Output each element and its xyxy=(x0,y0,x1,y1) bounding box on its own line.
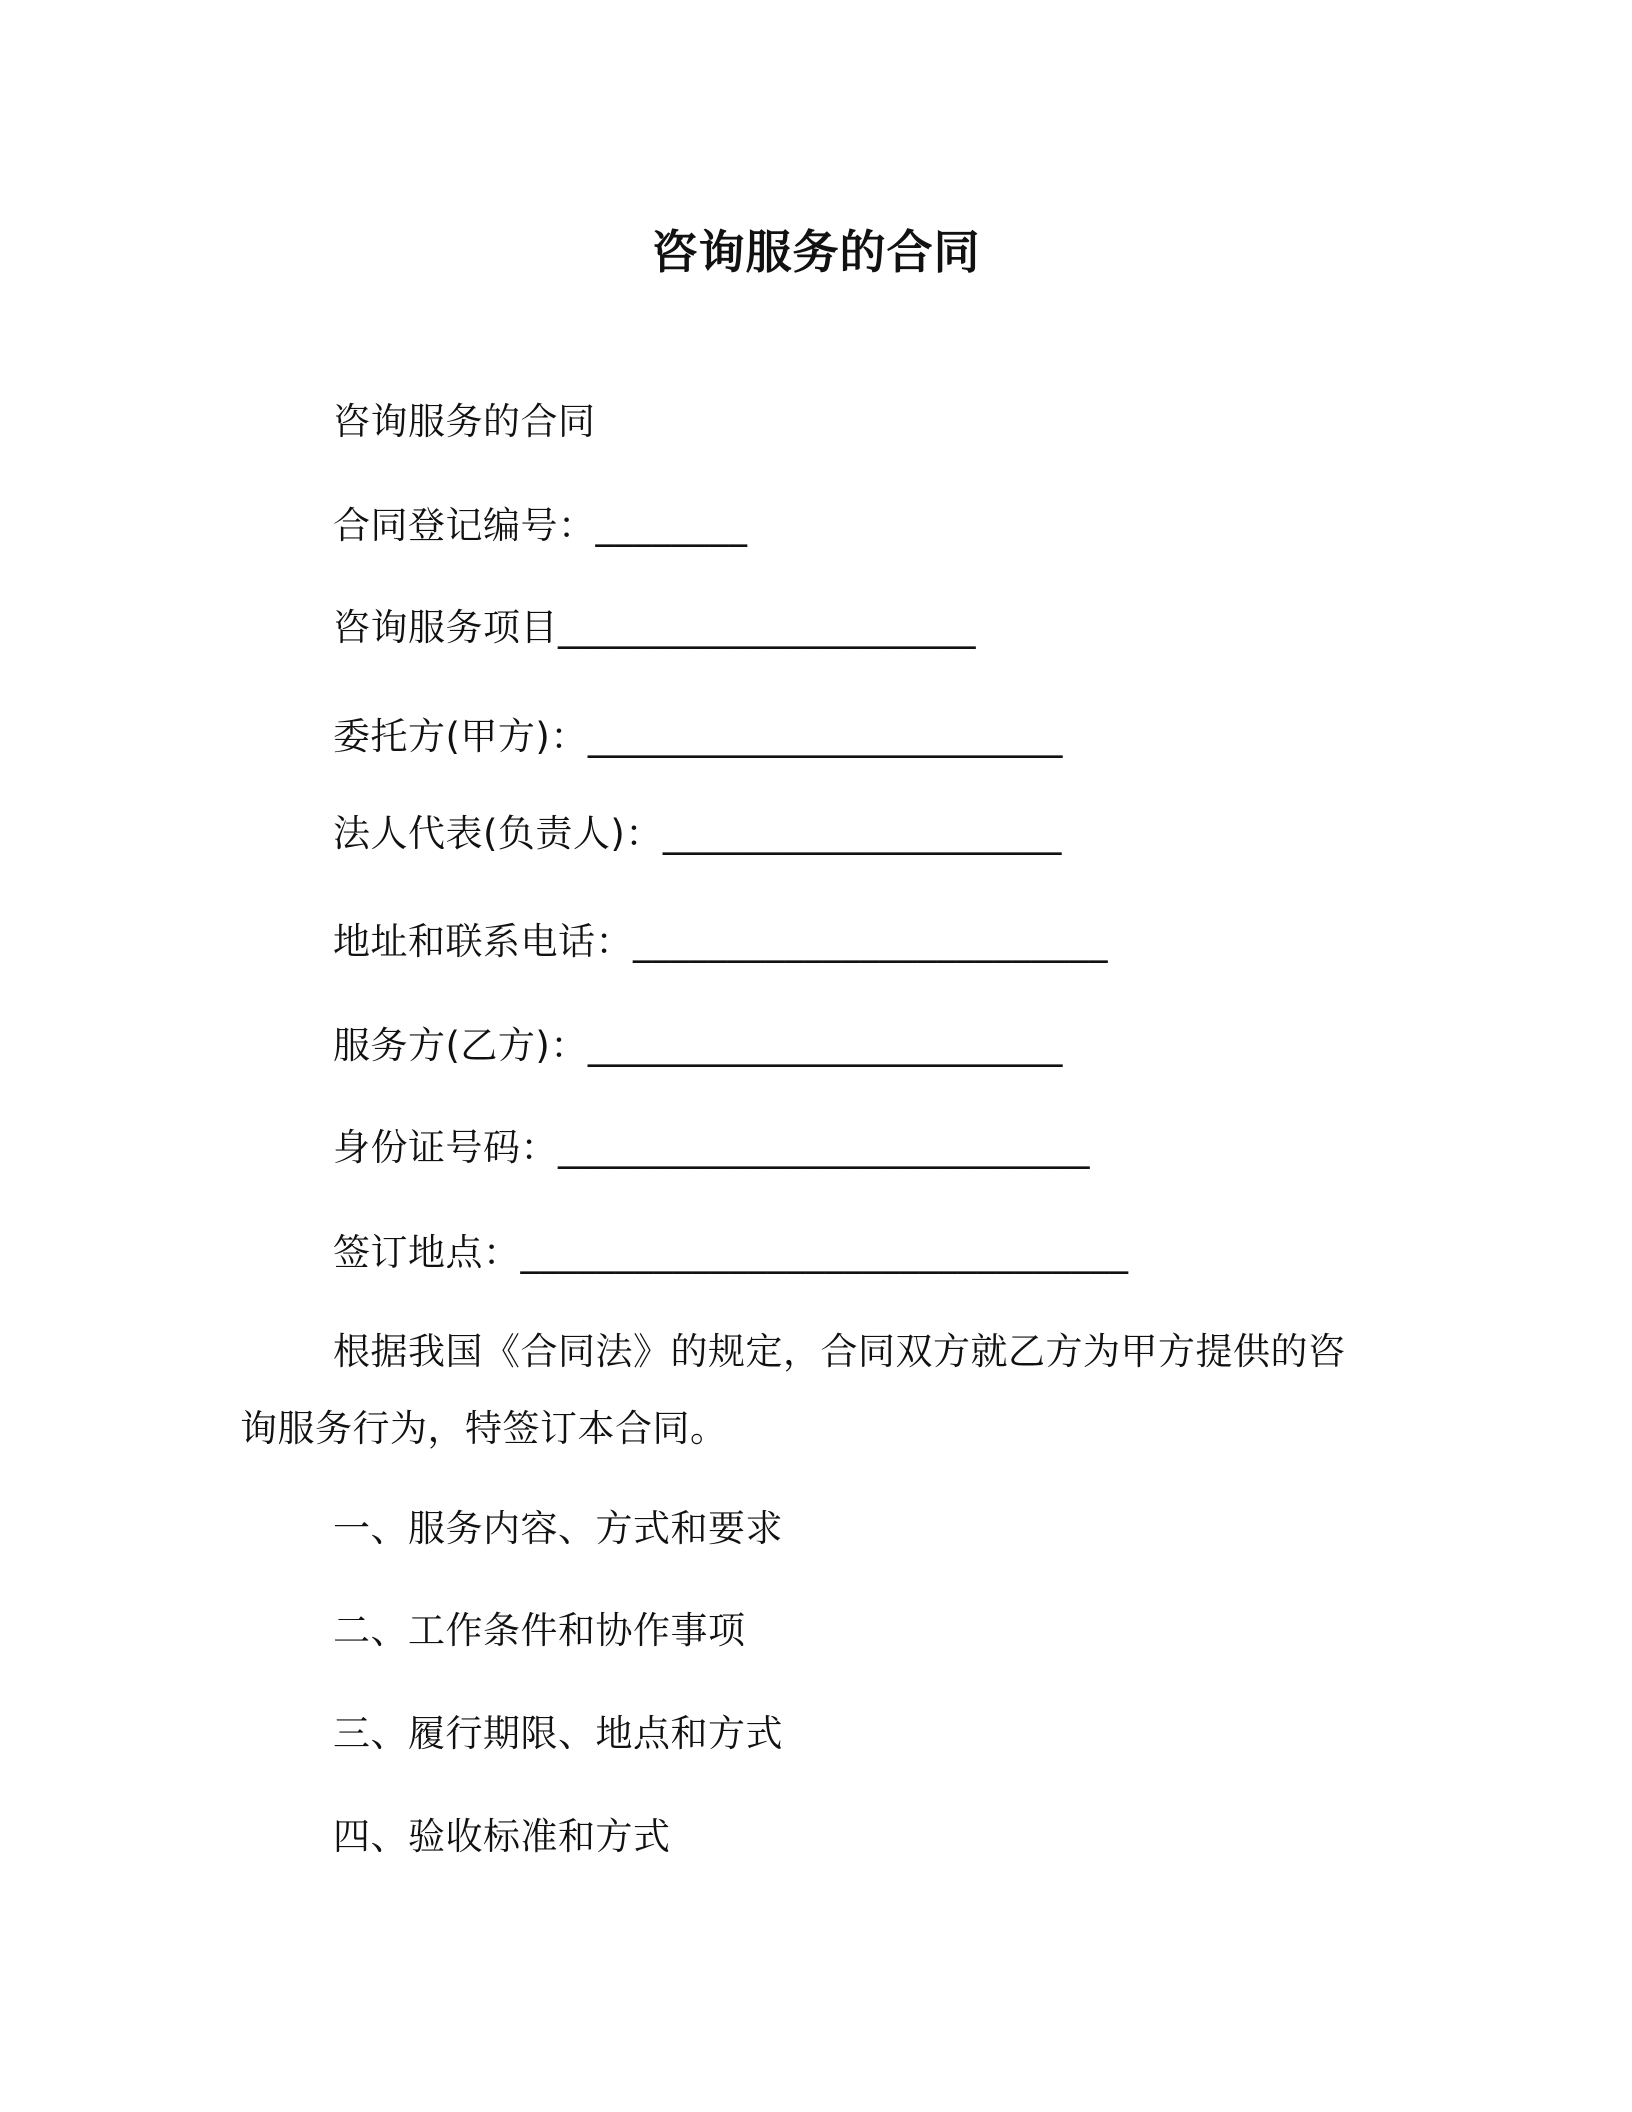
section-heading-2: 二、工作条件和协作事项 xyxy=(333,1609,746,1652)
section-heading-1: 一、服务内容、方式和要求 xyxy=(333,1507,783,1550)
client-party-a-field: 委托方(甲方)：_________________________ xyxy=(333,715,1063,758)
service-project-field: 咨询服务项目______________________ xyxy=(333,606,976,649)
registration-number-field: 合同登记编号：________ xyxy=(333,504,748,547)
legal-representative-field: 法人代表(负责人)：_____________________ xyxy=(333,812,1062,855)
section-heading-4: 四、验收标准和方式 xyxy=(333,1815,671,1858)
service-party-b-field: 服务方(乙方)：_________________________ xyxy=(333,1024,1063,1067)
section-heading-3: 三、履行期限、地点和方式 xyxy=(333,1712,783,1755)
subtitle-line: 咨询服务的合同 xyxy=(333,400,596,443)
document-title: 咨询服务的合同 xyxy=(651,225,981,279)
intro-paragraph: 根据我国《合同法》的规定，合同双方就乙方为甲方提供的咨询服务行为，特签订本合同。 xyxy=(240,1330,1346,1450)
id-number-field: 身份证号码：____________________________ xyxy=(333,1126,1090,1169)
address-phone-field: 地址和联系电话：_________________________ xyxy=(333,920,1108,963)
signing-location-field: 签订地点：________________________________ xyxy=(333,1231,1129,1274)
